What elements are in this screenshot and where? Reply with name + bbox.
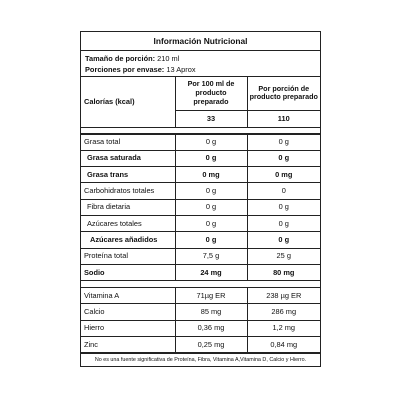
nutrient-row bbox=[81, 288, 320, 304]
nutrient-name: Grasa trans bbox=[81, 167, 175, 183]
nutrient-name: Fibra dietaria bbox=[81, 199, 175, 215]
nutrient-per-portion: 0,84 mg bbox=[247, 337, 320, 353]
serving-size-label: Tamaño de porción: bbox=[85, 54, 156, 63]
nutrient-per-portion: 0 g bbox=[247, 199, 320, 215]
spacer-cell bbox=[81, 127, 175, 134]
nutrient-per-100: 0 g bbox=[175, 134, 247, 150]
spacer-cell bbox=[81, 281, 175, 288]
nutrient-row bbox=[81, 320, 320, 336]
nutrient-name: Azúcares añadidos bbox=[81, 232, 175, 248]
servings-per-container-value: 13 Aprox bbox=[166, 64, 196, 74]
nutrient-name: Azúcares totales bbox=[81, 215, 175, 231]
servings-per-container-label: Porciones por envase: bbox=[85, 64, 165, 74]
spacer-row bbox=[81, 281, 320, 288]
nutrient-name: Carbohidratos totales bbox=[81, 183, 175, 199]
column-per-100: Por 100 ml de producto preparado bbox=[175, 77, 247, 110]
nutrient-name: Grasa total bbox=[81, 134, 175, 150]
nutrient-per-100: 0 g bbox=[175, 232, 247, 248]
nutrient-per-100: 0 g bbox=[175, 183, 247, 199]
column-per-portion: Por porción de producto preparado bbox=[247, 77, 320, 110]
nutrient-name: Sodio bbox=[81, 264, 175, 280]
header-row bbox=[81, 77, 320, 110]
nutrient-name: Vitamina A bbox=[81, 288, 175, 304]
nutrient-row bbox=[81, 183, 320, 199]
nutrient-row bbox=[81, 199, 320, 215]
nutrient-per-100: 85 mg bbox=[175, 304, 247, 320]
nutrient-row bbox=[81, 134, 320, 150]
nutrient-per-100: 0 mg bbox=[175, 167, 247, 183]
nutrient-per-portion: 0 g bbox=[247, 150, 320, 166]
nutrient-name: Zinc bbox=[81, 337, 175, 353]
serving-size bbox=[85, 54, 316, 65]
nutrient-per-portion: 238 µg ER bbox=[247, 288, 320, 304]
nutrient-name: Hierro bbox=[81, 320, 175, 336]
nutrient-row bbox=[81, 150, 320, 166]
nutrient-per-100: 0 g bbox=[175, 215, 247, 231]
nutrient-row bbox=[81, 215, 320, 231]
nutrient-per-100: 24 mg bbox=[175, 264, 247, 280]
spacer-cell bbox=[175, 127, 247, 134]
nutrient-per-100: 0 g bbox=[175, 199, 247, 215]
nutrient-row bbox=[81, 304, 320, 320]
label-title: Información Nutricional bbox=[81, 32, 320, 51]
serving-size-value: 210 ml bbox=[157, 54, 180, 63]
nutrient-per-100: 0,25 mg bbox=[175, 337, 247, 353]
nutrient-per-portion: 0 g bbox=[247, 232, 320, 248]
nutrient-per-100: 71µg ER bbox=[175, 288, 247, 304]
nutrient-per-portion: 0 g bbox=[247, 134, 320, 150]
footnote: No es una fuente significativa de Proteína, Fibra, Vitamina A,Vitamina D, Calcio y Hierro. bbox=[81, 353, 320, 367]
nutrient-per-portion: 25 g bbox=[247, 248, 320, 264]
nutrient-row bbox=[81, 264, 320, 280]
nutrient-row bbox=[81, 248, 320, 264]
nutrient-per-portion: 1,2 mg bbox=[247, 320, 320, 336]
nutrient-per-portion: 0 bbox=[247, 183, 320, 199]
serving-info bbox=[81, 51, 320, 77]
spacer-cell bbox=[175, 281, 247, 288]
servings-per-container bbox=[85, 65, 316, 76]
nutrition-table bbox=[81, 77, 320, 353]
nutrient-name: Calcio bbox=[81, 304, 175, 320]
nutrient-per-100: 0,36 mg bbox=[175, 320, 247, 336]
nutrient-per-100: 0 g bbox=[175, 150, 247, 166]
calories-label: Calorías (kcal) bbox=[81, 77, 175, 127]
nutrient-per-portion: 80 mg bbox=[247, 264, 320, 280]
nutrient-name: Grasa saturada bbox=[81, 150, 175, 166]
nutrient-per-portion: 286 mg bbox=[247, 304, 320, 320]
spacer-cell bbox=[247, 127, 320, 134]
nutrient-name: Proteína total bbox=[81, 248, 175, 264]
nutrient-row bbox=[81, 167, 320, 183]
spacer-row bbox=[81, 127, 320, 134]
spacer-cell bbox=[247, 281, 320, 288]
nutrient-row bbox=[81, 232, 320, 248]
nutrient-row bbox=[81, 337, 320, 353]
calories-per-portion: 110 bbox=[247, 110, 320, 127]
calories-per-100: 33 bbox=[175, 110, 247, 127]
nutrient-per-portion: 0 mg bbox=[247, 167, 320, 183]
nutrition-facts-label bbox=[80, 31, 321, 367]
nutrient-per-100: 7,5 g bbox=[175, 248, 247, 264]
nutrient-per-portion: 0 g bbox=[247, 215, 320, 231]
